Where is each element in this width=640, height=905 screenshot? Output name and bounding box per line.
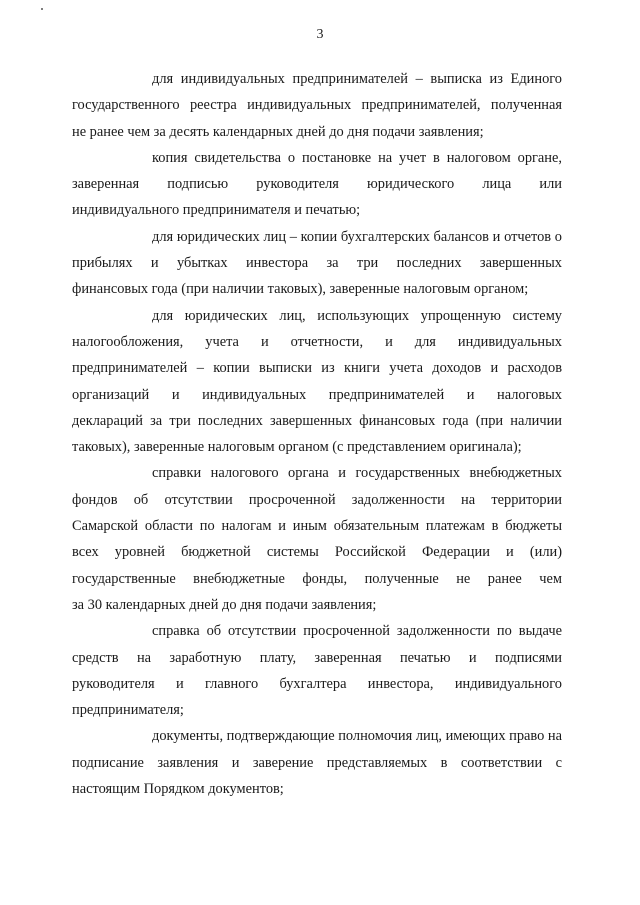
text-line: за 30 календарных дней до дня подачи заявления;	[72, 596, 377, 613]
paragraph	[72, 224, 562, 303]
text-line: не ранее чем за десять календарных дней до дня подачи заявления;	[72, 123, 484, 140]
text-line: государственного реестра индивидуальных предпринимателей, полученная	[72, 97, 562, 114]
text-line: предпринимателей – копии выписки из книги учета доходов и расходов	[72, 360, 562, 377]
text-line: таковых), заверенные налоговым органом (с представлением оригинала);	[72, 439, 522, 456]
text-line: для юридических лиц, использующих упрощенную систему	[152, 307, 562, 324]
text-line: для индивидуальных предпринимателей – выписка из Единого	[152, 71, 562, 87]
paragraph	[72, 460, 562, 618]
text-line: копия свидетельства о постановке на учет в налоговом органе,	[152, 149, 562, 166]
text-line: справки налогового органа и государственных внебюджетных	[152, 465, 562, 482]
text-line: Самарской области по налогам и иным обязательным платежам в бюджеты	[72, 518, 562, 535]
text-line: финансовых года (при наличии таковых), заверенные налоговым органом;	[72, 281, 529, 298]
text-line: документы, подтверждающие полномочия лиц, имеющих право на	[152, 728, 562, 745]
text-line: фондов об отсутствии просроченной задолженности на территории	[72, 491, 562, 508]
text-line: справка об отсутствии просроченной задолженности по выдаче	[152, 623, 562, 640]
page-number: 3	[316, 27, 324, 42]
text-line: настоящим Порядком документов;	[72, 781, 284, 798]
text-line: индивидуального предпринимателя и печатью;	[72, 202, 361, 219]
text-line: прибылях и убытках инвестора за три последних завершенных	[72, 255, 562, 272]
text-line: подписание заявления и заверение представляемых в соответствии с	[72, 754, 562, 771]
text-line: руководителя и главного бухгалтера инвестора, индивидуального	[72, 675, 562, 692]
text-line: для юридических лиц – копии бухгалтерских балансов и отчетов о	[152, 228, 562, 245]
paragraph	[72, 618, 562, 723]
text-line: организаций и индивидуальных предпринимателей и налоговых	[72, 386, 562, 403]
paragraph	[72, 303, 562, 461]
text-line: средств на заработную плату, заверенная печатью и подписями	[72, 649, 562, 666]
text-line: налогообложения, учета и отчетности, и для индивидуальных	[72, 333, 562, 350]
text-line: заверенная подписью руководителя юридического лица или	[72, 176, 562, 193]
paragraph	[72, 145, 562, 224]
text-line: деклараций за три последних завершенных финансовых года (при наличии	[72, 412, 562, 429]
scan-artifact	[41, 8, 43, 10]
paragraph	[72, 66, 562, 145]
text-line: предпринимателя;	[72, 702, 184, 719]
paragraph	[72, 723, 562, 802]
text-line: всех уровней бюджетной системы Российской Федерации и (или)	[72, 544, 562, 561]
text-line: государственные внебюджетные фонды, полученные не ранее чем	[72, 570, 562, 587]
document-body	[72, 66, 562, 802]
